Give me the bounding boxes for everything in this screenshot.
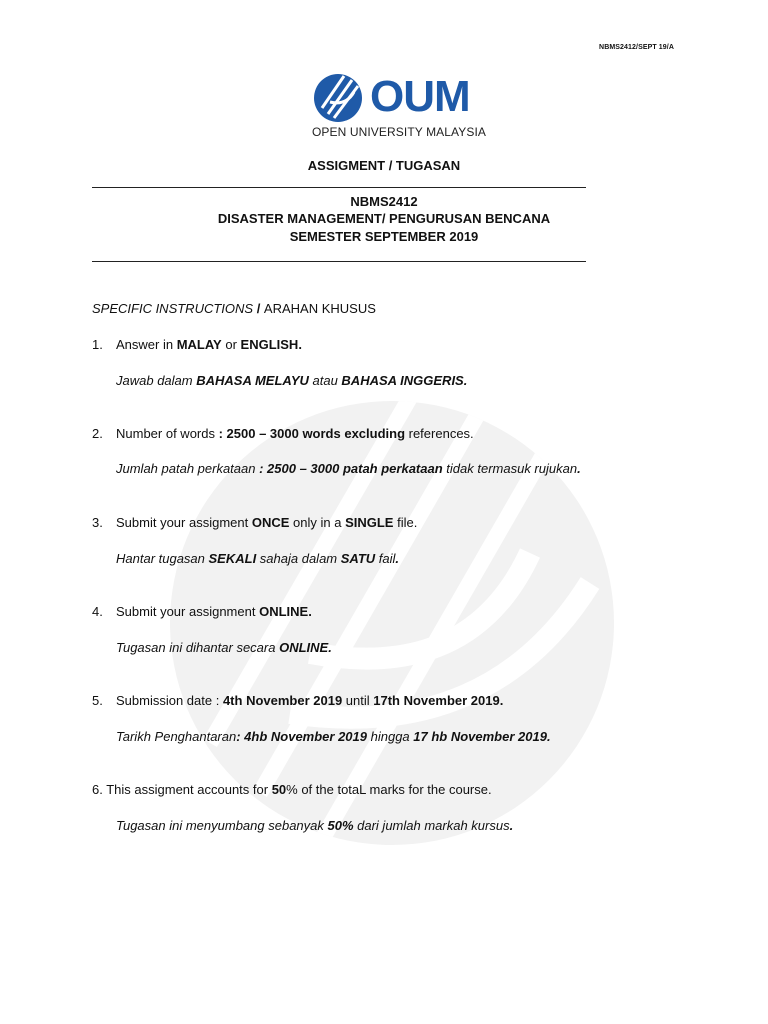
item-number: 1. bbox=[92, 337, 103, 352]
item-5-malay: Tarikh Penghantaran: 4hb November 2019 hingga 17 hb November 2019. bbox=[116, 729, 551, 744]
course-code: NBMS2412 bbox=[350, 194, 418, 209]
oum-globe-icon bbox=[312, 72, 364, 124]
item-3-malay: Hantar tugasan SEKALI sahaja dalam SATU fail. bbox=[116, 551, 400, 566]
item-4-malay: Tugasan ini dihantar secara ONLINE. bbox=[116, 640, 332, 655]
item-number: 3. bbox=[92, 515, 103, 530]
item-6-english: 6. This assigment accounts for 50% of the totaL marks for the course. bbox=[92, 782, 492, 797]
logo-wordmark: OUM bbox=[370, 72, 470, 121]
course-semester: SEMESTER SEPTEMBER 2019 bbox=[289, 229, 479, 244]
item-4-english: Submit your assignment ONLINE. bbox=[116, 604, 312, 619]
item-2-english: Number of words : 2500 – 3000 words excluding references. bbox=[116, 426, 474, 441]
item-3-english: Submit your assigment ONCE only in a SINGLE file. bbox=[116, 515, 418, 530]
document-title: ASSIGMENT / TUGASAN bbox=[307, 158, 461, 173]
divider-bottom bbox=[92, 261, 586, 262]
item-1-english: Answer in MALAY or ENGLISH. bbox=[116, 337, 302, 352]
document-code: NBMS2412/SEPT 19/A bbox=[599, 44, 674, 51]
item-2-malay: Jumlah patah perkataan : 2500 – 3000 patah perkataan tidak termasuk rujukan. bbox=[116, 461, 581, 476]
divider-top bbox=[92, 187, 586, 188]
course-name: DISASTER MANAGEMENT/ PENGURUSAN BENCANA bbox=[217, 211, 551, 226]
instructions-heading: SPECIFIC INSTRUCTIONS / ARAHAN KHUSUS bbox=[92, 301, 376, 316]
item-number: 2. bbox=[92, 426, 103, 441]
oum-watermark-logo bbox=[170, 323, 615, 923]
item-number: 4. bbox=[92, 604, 103, 619]
item-6-malay: Tugasan ini menyumbang sebanyak 50% dari jumlah markah kursus. bbox=[116, 818, 514, 833]
logo-subtitle: OPEN UNIVERSITY MALAYSIA bbox=[312, 125, 487, 139]
item-5-english: Submission date : 4th November 2019 until 17th November 2019. bbox=[116, 693, 504, 708]
item-number: 5. bbox=[92, 693, 103, 708]
item-1-malay: Jawab dalam BAHASA MELAYU atau BAHASA INGGERIS. bbox=[116, 373, 468, 388]
oum-logo bbox=[312, 72, 492, 142]
